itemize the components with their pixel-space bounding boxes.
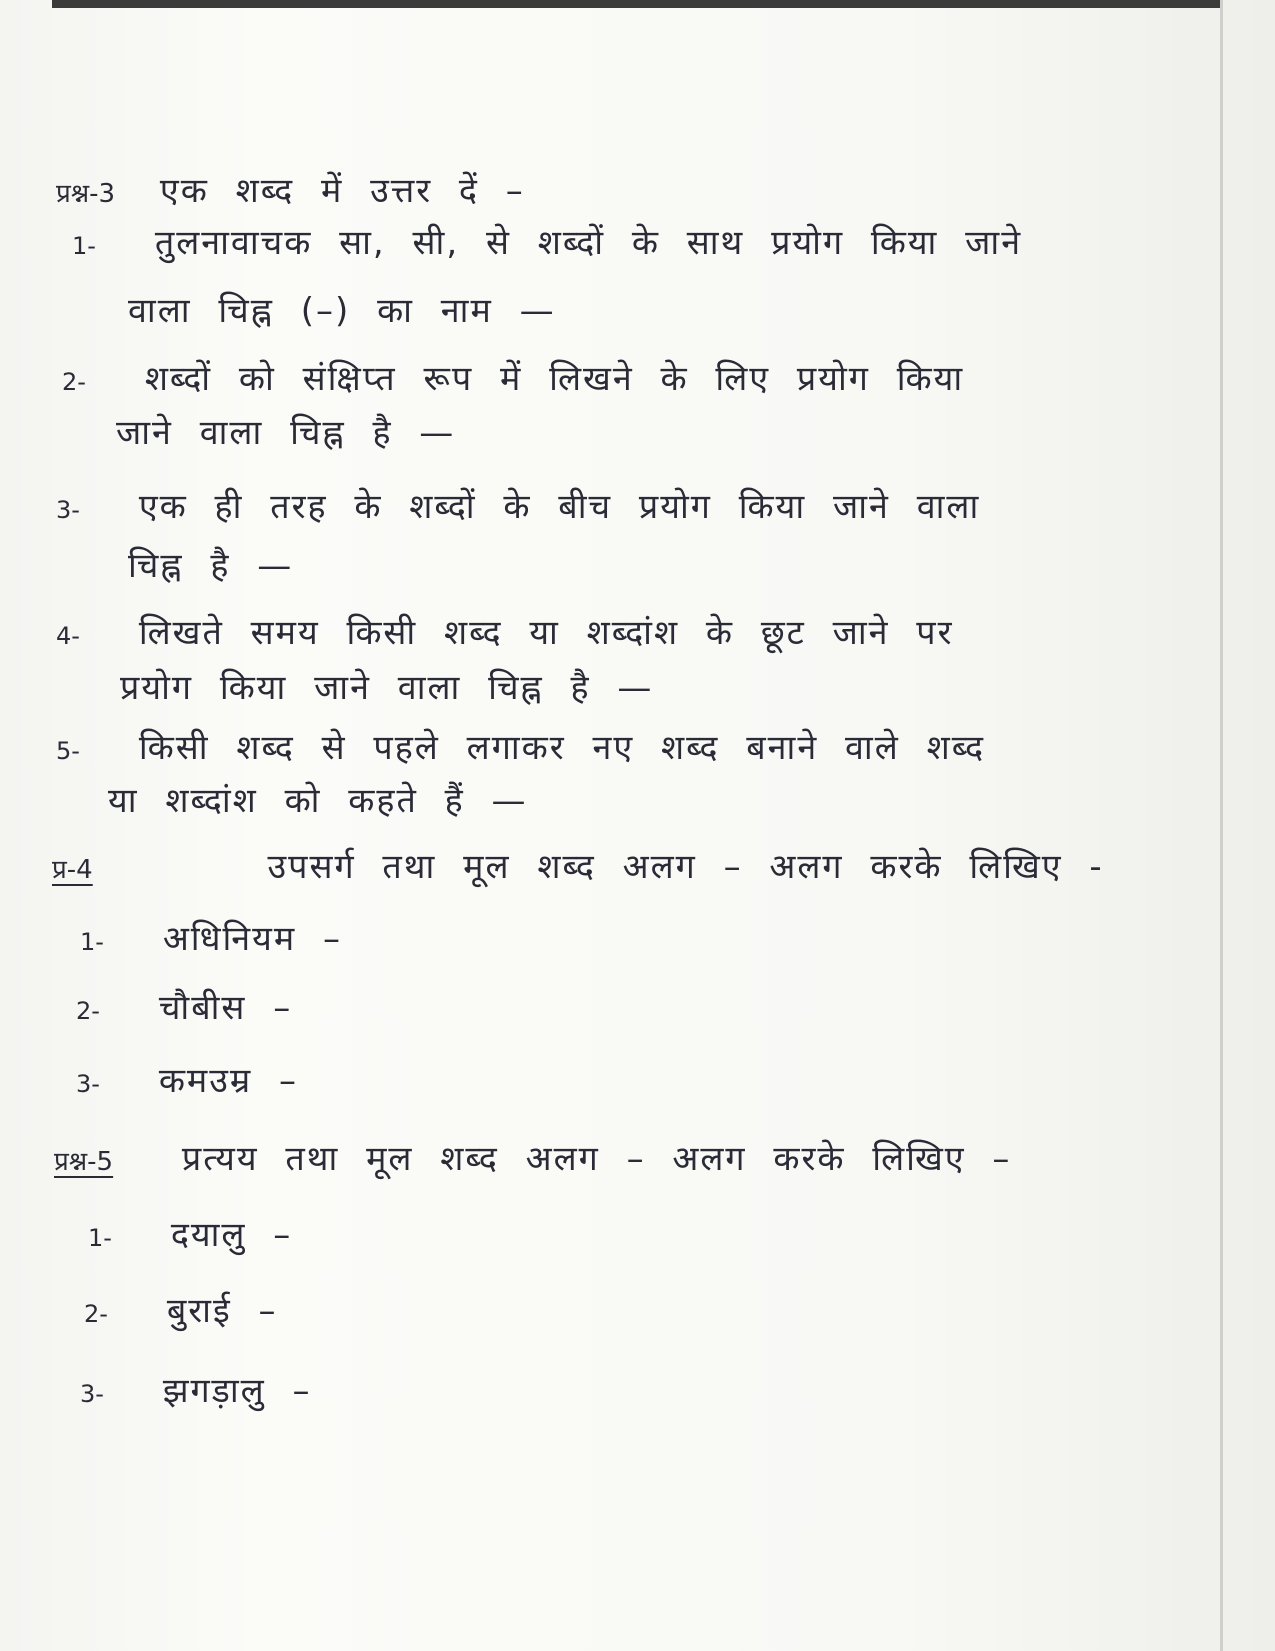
- q3-item-5-number: 5-: [56, 737, 80, 765]
- page-top-edge: [52, 0, 1220, 8]
- q3-item-5-line-2: [108, 780, 528, 822]
- q4-item-2-text: चौबीस –: [158, 988, 293, 1028]
- page-right-edge: [1220, 0, 1223, 1651]
- q5-item-3-text: झगड़ालु –: [162, 1371, 312, 1411]
- q5-item-3-number: 3-: [80, 1380, 104, 1408]
- q3-item-2-text-1: शब्दों को संक्षिप्त रूप में लिखने के लिए प्रयोग किया: [144, 359, 965, 399]
- q5-item-2-text: बुराई –: [166, 1291, 278, 1331]
- q3-item-3-line-1: [56, 486, 980, 531]
- q4-heading-line: [52, 846, 1104, 891]
- q3-item-1-line-2: [128, 290, 556, 332]
- q4-label: प्र-4: [52, 855, 93, 885]
- q3-item-5-text-1: किसी शब्द से पहले लगाकर नए शब्द बनाने वाले शब्द: [138, 728, 986, 768]
- q3-item-1-text-1: तुलनावाचक सा, सी, से शब्दों के साथ प्रयोग किया जाने: [154, 223, 1023, 263]
- q3-item-4-line-1: [56, 612, 954, 657]
- q5-item-1-text: दयालु –: [170, 1215, 293, 1255]
- q4-heading: उपसर्ग तथा मूल शब्द अलग – अलग करके लिखिए -: [267, 847, 1104, 887]
- q4-item-3-number: 3-: [76, 1070, 100, 1098]
- q5-item-3: [80, 1370, 312, 1415]
- q3-item-3-number: 3-: [56, 496, 80, 524]
- q3-heading: एक शब्द में उत्तर दें –: [159, 171, 525, 211]
- q3-item-3-line-2: [128, 545, 293, 587]
- q3-item-4-line-2: [120, 667, 653, 709]
- q5-heading: प्रत्यय तथा मूल शब्द अलग – अलग करके लिखिए –: [181, 1139, 1012, 1179]
- q5-item-1-number: 1-: [88, 1224, 112, 1252]
- q3-item-3-text-2: चिह्न है —: [128, 546, 294, 586]
- q3-item-1-line-1: [72, 222, 1022, 267]
- q3-heading-line: [56, 170, 525, 215]
- q3-item-3-text-1: एक ही तरह के शब्दों के बीच प्रयोग किया जाने वाला: [138, 487, 981, 527]
- q5-item-2-number: 2-: [84, 1300, 108, 1328]
- q3-item-4-number: 4-: [56, 622, 80, 650]
- q4-item-3-text: कमउम्र –: [158, 1061, 299, 1101]
- q3-item-2-text-2: जाने वाला चिह्न है —: [116, 413, 456, 453]
- q3-item-1-text-2: वाला चिह्न (–) का नाम —: [128, 291, 556, 331]
- q3-item-2-line-2: [116, 412, 455, 454]
- q3-item-5-text-2: या शब्दांश को कहते हैं —: [108, 781, 528, 821]
- q4-item-3: [76, 1060, 298, 1105]
- q3-item-1-number: 1-: [72, 232, 96, 260]
- q4-item-2: [76, 987, 292, 1032]
- q3-item-2-number: 2-: [62, 368, 86, 396]
- q5-item-1: [88, 1214, 292, 1259]
- q3-item-4-text-2: प्रयोग किया जाने वाला चिह्न है —: [120, 668, 654, 708]
- q5-heading-line: [54, 1138, 1011, 1183]
- q3-item-5-line-1: [56, 727, 985, 772]
- q4-item-2-number: 2-: [76, 997, 100, 1025]
- q5-label: प्रश्न-5: [54, 1147, 114, 1177]
- q4-item-1-number: 1-: [80, 928, 104, 956]
- q3-item-4-text-1: लिखते समय किसी शब्द या शब्दांश के छूट जाने पर: [138, 613, 954, 653]
- q4-item-1: [80, 918, 342, 963]
- q3-item-2-line-1: [62, 358, 964, 403]
- q3-label: प्रश्न-3: [56, 179, 116, 209]
- q5-item-2: [84, 1290, 277, 1335]
- q4-item-1-text: अधिनियम –: [162, 919, 343, 959]
